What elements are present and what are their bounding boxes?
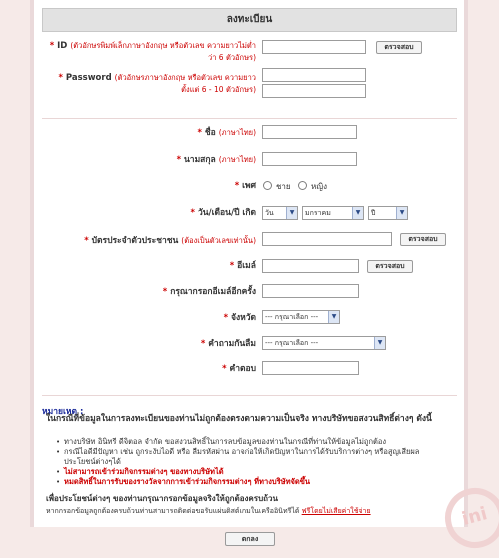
question-select[interactable]: --- กรุณาเลือก --- ▼	[262, 336, 386, 350]
bullet-icon: •	[56, 478, 61, 486]
notes-intro: ในกรณีที่ข้อมูลในการลงทะเบียนของท่านไม่ถูกต้องตรงตามความเป็นจริง ทางบริษัทขอสงวนสิทธิ์ต่างๆ ดังนี้	[46, 414, 432, 424]
notes-closing-text: หากกรอกข้อมูลถูกต้องครบถ้วนท่านสามารถติดต่อขอรับแผ่นดิสต์เกมในเครืออินิทรีได้ ฟรีโดยไม่เสียค่าใช้จ่าย	[46, 507, 371, 515]
email-confirm-label: * กรุณากรอกอีเมล์อีกครั้ง	[162, 287, 256, 297]
gender-male-radio[interactable]	[263, 181, 272, 190]
gender-label: * เพศ	[234, 181, 256, 191]
bullet-icon: •	[56, 448, 61, 456]
notes-title: หมายเหตุ :	[42, 407, 84, 417]
notes-closing-title: เพื่อประโยชน์ต่างๆ ของท่านกรุณากรอกข้อมูลจริงให้ถูกต้องครบถ้วน	[46, 494, 278, 503]
check-email-button[interactable]: ตรวจสอบ	[367, 260, 413, 273]
email-label: * อีเมล์	[229, 261, 256, 271]
notes-bullet-1: ทางบริษัท อินิทรี ดีจิตอล จำกัด ขอสงวนสิทธิ์ในการลบข้อมูลของท่านในกรณีที่ท่านให้ข้อมูลไม่ถูกต้อง	[64, 437, 387, 446]
id-card-input[interactable]	[262, 232, 392, 246]
notes-bullet-4: หมดสิทธิ์ในการรับของรางวัลจากการเข้าร่วมกิจกรรมต่างๆ ที่ทางบริษัทจัดขึ้น	[64, 477, 311, 486]
section-divider	[42, 395, 457, 396]
answer-label: * คำตอบ	[222, 364, 256, 374]
bullet-icon: •	[56, 438, 61, 446]
email-confirm-input[interactable]	[262, 284, 359, 298]
password-confirm-input[interactable]	[262, 84, 366, 98]
first-name-label: * ชื่อ (ภาษาไทย)	[197, 128, 256, 138]
id-label: * ID (ตัวอักษรพิมพ์เล็กภาษาอังกฤษ หรือตัวเลข ความยาวไม่ต่ำว่า 6 ตัวอักษร)	[49, 41, 256, 62]
dob-label: * วัน/เดือน/ปี เกิด	[190, 208, 256, 218]
gender-male-label: ชาย	[276, 182, 291, 191]
password-label: * Password (ตัวอักษรภาษาอังกฤษ หรือตัวเลข ความยาวตั้งแต่ 6 - 10 ตัวอักษร)	[58, 73, 256, 94]
email-input[interactable]	[262, 259, 359, 273]
id-card-label: * บัตรประจำตัวประชาชน (ต้องเป็นตัวเลขเท่านั้น)	[84, 236, 256, 246]
notes-bullet-2: กรณีไอดีมีปัญหา เช่น ถูกระงับไอดี หรือ ลืมรหัสผ่าน อาจก่อให้เกิดปัญหาในการได้รับบริการต่างๆ หรือสูญเสียผลประโยชน์ต่างๆได้	[64, 447, 420, 466]
page-title: ลงทะเบียน	[42, 8, 457, 32]
dob-day-select[interactable]: วัน ▼	[262, 206, 298, 220]
check-id-button[interactable]: ตรวจสอบ	[376, 41, 422, 54]
registration-sheet	[30, 0, 468, 527]
first-name-input[interactable]	[262, 125, 357, 139]
gender-female-label: หญิง	[311, 182, 327, 191]
answer-input[interactable]	[262, 361, 359, 375]
free-link[interactable]: ฟรีโดยไม่เสียค่าใช้จ่าย	[301, 507, 371, 515]
notes-bullet-3: ไม่สามารถเข้าร่วมกิจกรรมต่างๆ ของทางบริษัทได้	[64, 467, 224, 476]
section-divider	[42, 118, 457, 119]
bullet-icon: •	[56, 468, 61, 476]
submit-button[interactable]: ตกลง	[225, 532, 275, 546]
dob-year-select[interactable]: ปี ▼	[368, 206, 408, 220]
chevron-down-icon: ▼	[352, 207, 363, 219]
site-logo-watermark: ini	[438, 481, 499, 554]
gender-female-radio[interactable]	[298, 181, 307, 190]
question-label: * คำถามกันลืม	[200, 339, 256, 349]
chevron-down-icon: ▼	[286, 207, 297, 219]
province-select[interactable]: --- กรุณาเลือก --- ▼	[262, 310, 340, 324]
last-name-label: * นามสกุล (ภาษาไทย)	[176, 155, 256, 165]
chevron-down-icon: ▼	[374, 337, 385, 349]
check-id-card-button[interactable]: ตรวจสอบ	[400, 233, 446, 246]
last-name-input[interactable]	[262, 152, 357, 166]
dob-month-select[interactable]: มกราคม ▼	[302, 206, 364, 220]
password-input[interactable]	[262, 68, 366, 82]
chevron-down-icon: ▼	[396, 207, 407, 219]
id-input[interactable]	[262, 40, 366, 54]
chevron-down-icon: ▼	[328, 311, 339, 323]
province-label: * จังหวัด	[223, 313, 256, 323]
